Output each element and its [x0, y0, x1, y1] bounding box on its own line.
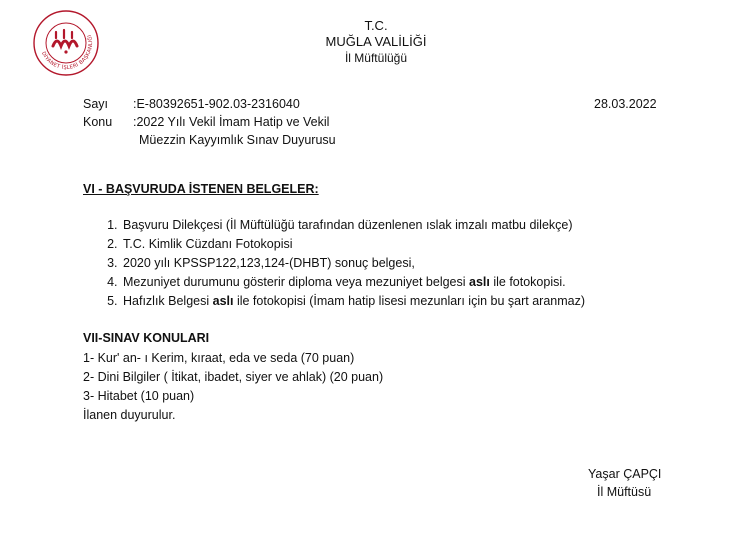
sayi-label: Sayı	[83, 97, 109, 111]
topic-item: 2- Dini Bilgiler ( İtikat, ibadet, siyer ve ahlak) (20 puan)	[83, 370, 384, 384]
signatory-name: Yaşar ÇAPÇI	[588, 467, 662, 481]
list-item: 5. Hafızlık Belgesi aslı ile fotokopisi (İmam hatip lisesi mezunları için bu şart aranmaz)	[121, 292, 721, 311]
letterhead	[0, 18, 752, 66]
header-valilik: MUĞLA VALİLİĞİ	[325, 34, 427, 49]
closing-text: İlanen duyurulur.	[83, 408, 176, 422]
topic-item: 3- Hitabet (10 puan)	[83, 389, 195, 403]
konu-label: Konu	[83, 115, 113, 129]
list-item: 4. Mezuniyet durumunu gösterir diploma veya mezuniyet belgesi aslı ile fotokopisi.	[121, 273, 721, 292]
required-documents-list	[83, 216, 721, 311]
document-meta	[83, 95, 393, 149]
sayi-value: :E-80392651-902.03-2316040	[133, 97, 300, 111]
list-item: 3. 2020 yılı KPSSP122,123,124-(DHBT) sonuç belgesi,	[121, 254, 721, 273]
signatory-title: İl Müftüsü	[597, 485, 652, 499]
konu-value	[133, 113, 393, 149]
svg-text:DİYANET İŞLERİ BAŞKANLIĞI: DİYANET İŞLERİ BAŞKANLIĞI	[39, 33, 95, 72]
topic-item: 1- Kur' an- ı Kerim, kıraat, eda ve seda (70 puan)	[83, 351, 355, 365]
header-muftuluk: İl Müftülüğü	[344, 51, 408, 65]
header-tc: T.C.	[364, 18, 388, 33]
section-7-title: VII-SINAV KONULARI	[83, 331, 210, 345]
list-item: 2. T.C. Kimlik Cüzdanı Fotokopisi	[121, 235, 721, 254]
document-date: 28.03.2022	[594, 97, 657, 111]
konu-line-1: :2022 Yılı Vekil İmam Hatip ve Vekil	[133, 115, 330, 129]
section-6-title: VI - BAŞVURUDA İSTENEN BELGELER:	[83, 182, 319, 196]
konu-line-2: Müezzin Kayyımlık Sınav Duyurusu	[139, 133, 336, 147]
exam-topics	[83, 349, 383, 425]
list-item: 1. Başvuru Dilekçesi (İl Müftülüğü tarafından düzenlenen ıslak imzalı matbu dilekçe)	[121, 216, 721, 235]
